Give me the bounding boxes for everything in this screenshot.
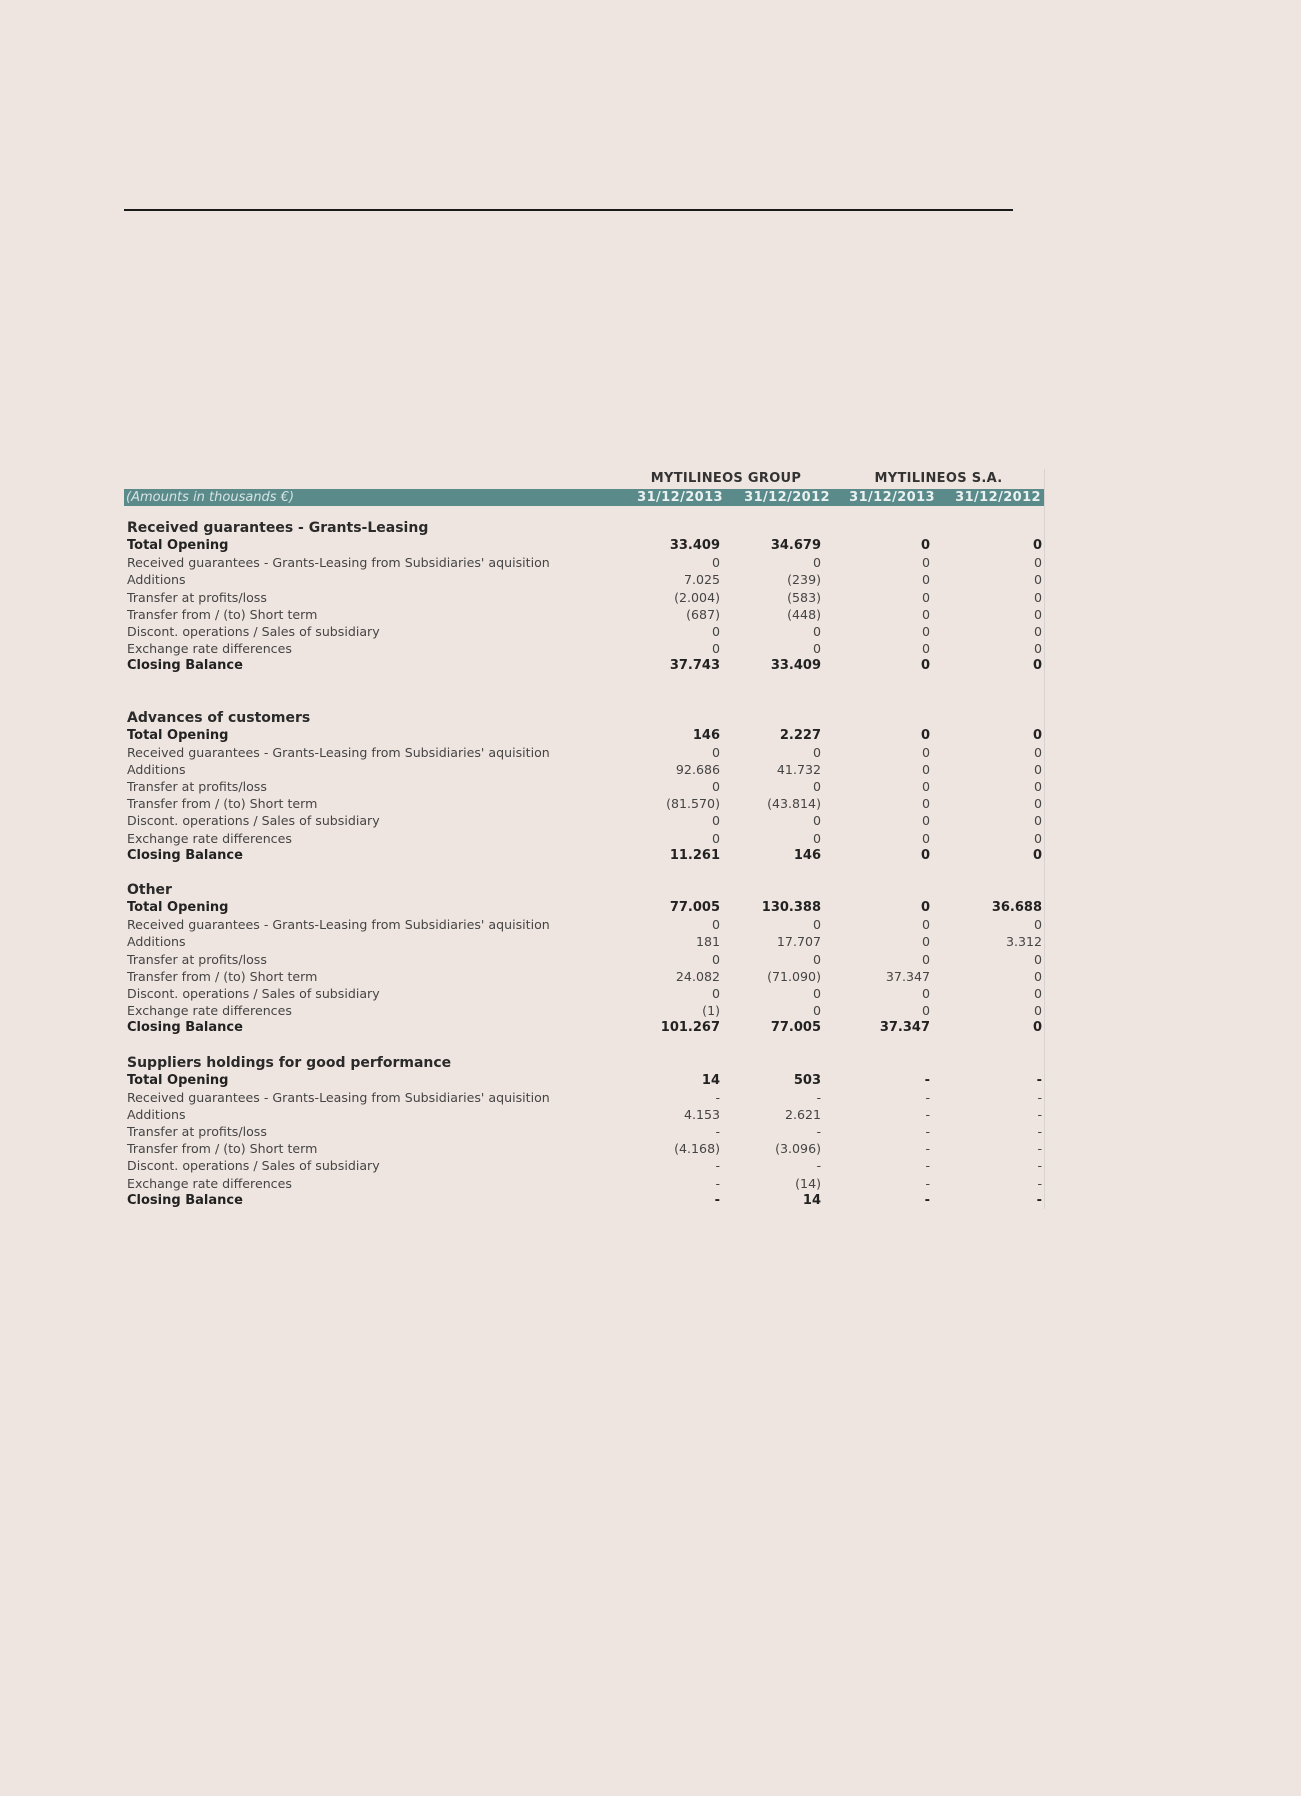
- financial-table: [124, 469, 1045, 1209]
- table-row: [124, 795, 1044, 812]
- row-label: Total Opening: [127, 1072, 229, 1088]
- value-cell: 181: [695, 934, 720, 950]
- value-cell: 503: [793, 1072, 821, 1088]
- value-cell: 0: [1033, 985, 1042, 1001]
- row-label: Exchange rate differences: [127, 1175, 292, 1191]
- top-divider-line: [124, 209, 1013, 211]
- value-cell: 101.267: [660, 1020, 720, 1036]
- value-cell: 0: [920, 900, 930, 915]
- section-title: Received guarantees - Grants-Leasing: [127, 520, 429, 536]
- value-cell: 0: [921, 572, 930, 588]
- value-cell: 0: [812, 951, 821, 967]
- value-cell: -: [925, 1089, 930, 1105]
- table-row: [124, 985, 1044, 1002]
- value-cell: -: [816, 1124, 821, 1140]
- value-cell: 0: [812, 985, 821, 1001]
- row-label: Closing Balance: [127, 658, 243, 674]
- value-cell: 41.732: [776, 761, 821, 777]
- value-cell: 14: [802, 1192, 821, 1208]
- section-title: Advances of customers: [127, 709, 311, 726]
- value-cell: 146: [692, 727, 720, 743]
- value-cell: 0: [1033, 589, 1042, 605]
- row-label: Transfer from / (to) Short term: [127, 1141, 318, 1157]
- value-cell: 0: [920, 847, 930, 863]
- value-cell: 0: [1032, 847, 1042, 863]
- table-row: [124, 1157, 1044, 1174]
- value-cell: 0: [812, 917, 821, 933]
- value-cell: 0: [1032, 538, 1042, 553]
- table-row: [124, 778, 1044, 795]
- value-cell: 0: [921, 589, 930, 605]
- value-cell: 0: [812, 779, 821, 795]
- value-cell: 0: [921, 934, 930, 950]
- row-label: Total Opening: [127, 538, 229, 553]
- row-label: Transfer from / (to) Short term: [127, 606, 318, 622]
- sections-container: [124, 520, 1044, 1209]
- value-cell: 0: [711, 744, 720, 760]
- table-row: [124, 1089, 1044, 1106]
- row-label: Discont. operations / Sales of subsidiary: [127, 623, 380, 639]
- value-cell: 0: [711, 623, 720, 639]
- value-cell: 33.409: [669, 538, 720, 553]
- value-cell: 33.409: [770, 658, 821, 674]
- value-cell: 0: [812, 744, 821, 760]
- value-cell: 0: [921, 813, 930, 829]
- section-title: Suppliers holdings for good performance: [127, 1054, 452, 1071]
- value-cell: 0: [812, 1003, 821, 1019]
- value-cell: 0: [1032, 1020, 1042, 1036]
- value-cell: -: [715, 1175, 720, 1191]
- value-cell: 0: [1033, 1003, 1042, 1019]
- value-cell: 0: [1033, 572, 1042, 588]
- value-cell: (2.004): [674, 589, 720, 605]
- value-cell: 146: [793, 847, 821, 863]
- table-row: [124, 623, 1044, 640]
- value-cell: 0: [812, 641, 821, 657]
- value-cell: 77.005: [770, 1020, 821, 1036]
- row-label: Closing Balance: [127, 847, 243, 863]
- value-cell: -: [1037, 1175, 1042, 1191]
- table-row: [124, 727, 1044, 744]
- table-row: [124, 933, 1044, 950]
- value-cell: (687): [686, 606, 720, 622]
- table-row: [124, 1019, 1044, 1036]
- value-cell: 0: [711, 951, 720, 967]
- row-label: Additions: [127, 572, 186, 588]
- value-cell: 0: [711, 917, 720, 933]
- date-column-header: 31/12/2012: [955, 490, 1041, 505]
- value-cell: 0: [711, 985, 720, 1001]
- value-cell: -: [925, 1124, 930, 1140]
- value-cell: 0: [711, 555, 720, 571]
- value-cell: 0: [1032, 658, 1042, 674]
- value-cell: 92.686: [675, 761, 720, 777]
- value-cell: -: [925, 1158, 930, 1174]
- table-row: [124, 1072, 1044, 1089]
- value-cell: 0: [812, 623, 821, 639]
- row-label: Total Opening: [127, 900, 229, 915]
- value-cell: 0: [812, 555, 821, 571]
- value-cell: 0: [921, 796, 930, 812]
- table-row: [124, 744, 1044, 761]
- value-cell: 0: [920, 727, 930, 743]
- value-cell: 3.312: [1005, 934, 1042, 950]
- table-row: [124, 812, 1044, 829]
- value-cell: 2.227: [779, 727, 821, 743]
- value-cell: 0: [920, 658, 930, 674]
- section-title: Other: [127, 882, 172, 898]
- value-cell: (448): [787, 606, 821, 622]
- value-cell: 0: [1033, 917, 1042, 933]
- table-row: [124, 899, 1044, 916]
- table-row: [124, 640, 1044, 657]
- value-cell: -: [715, 1124, 720, 1140]
- table-row: [124, 1123, 1044, 1140]
- row-label: Exchange rate differences: [127, 641, 292, 657]
- value-cell: -: [1037, 1106, 1042, 1122]
- column-header-bar: [124, 489, 1044, 506]
- value-cell: 0: [921, 917, 930, 933]
- value-cell: 0: [1033, 779, 1042, 795]
- row-label: Transfer from / (to) Short term: [127, 968, 318, 984]
- value-cell: -: [714, 1192, 720, 1208]
- table-row: [124, 1175, 1044, 1192]
- value-cell: 37.347: [879, 1020, 930, 1036]
- value-cell: 4.153: [683, 1106, 720, 1122]
- value-cell: 0: [921, 1003, 930, 1019]
- row-label: Transfer from / (to) Short term: [127, 796, 318, 812]
- value-cell: -: [715, 1089, 720, 1105]
- table-row: [124, 1002, 1044, 1019]
- date-column-header: 31/12/2012: [744, 490, 830, 505]
- value-cell: -: [715, 1158, 720, 1174]
- value-cell: 0: [921, 830, 930, 846]
- date-column-header: 31/12/2013: [637, 490, 723, 505]
- value-cell: -: [816, 1089, 821, 1105]
- table-row: [124, 916, 1044, 933]
- value-cell: 0: [921, 623, 930, 639]
- value-cell: 0: [1033, 744, 1042, 760]
- value-cell: -: [925, 1175, 930, 1191]
- value-cell: 0: [1033, 968, 1042, 984]
- row-label: Received guarantees - Grants-Leasing from Subsidiaries' aquisition: [127, 917, 550, 933]
- value-cell: 0: [921, 641, 930, 657]
- value-cell: 0: [921, 779, 930, 795]
- row-label: Additions: [127, 1106, 186, 1122]
- header-gap: [124, 506, 1044, 520]
- value-cell: (3.096): [775, 1141, 821, 1157]
- value-cell: 0: [711, 830, 720, 846]
- value-cell: -: [1037, 1158, 1042, 1174]
- value-cell: 0: [921, 761, 930, 777]
- row-label: Additions: [127, 934, 186, 950]
- value-cell: (43.814): [767, 796, 821, 812]
- row-label: Exchange rate differences: [127, 1003, 292, 1019]
- value-cell: 7.025: [683, 572, 720, 588]
- value-cell: 0: [711, 779, 720, 795]
- date-column-header: 31/12/2013: [849, 490, 935, 505]
- value-cell: -: [816, 1158, 821, 1174]
- value-cell: (1): [702, 1003, 720, 1019]
- value-cell: -: [924, 1072, 930, 1088]
- value-cell: 0: [1033, 606, 1042, 622]
- value-cell: 36.688: [991, 900, 1042, 915]
- value-cell: 0: [1033, 951, 1042, 967]
- value-cell: 17.707: [776, 934, 821, 950]
- table-section: [124, 710, 1044, 865]
- row-label: Discont. operations / Sales of subsidiary: [127, 1158, 380, 1174]
- value-cell: 0: [1033, 623, 1042, 639]
- value-cell: 0: [921, 606, 930, 622]
- value-cell: 0: [921, 744, 930, 760]
- company-header-row: [124, 469, 1044, 489]
- value-cell: 130.388: [761, 900, 821, 915]
- row-label: Received guarantees - Grants-Leasing from Subsidiaries' aquisition: [127, 555, 550, 571]
- table-section: [124, 520, 1044, 675]
- value-cell: 0: [920, 538, 930, 553]
- value-cell: (14): [795, 1175, 821, 1191]
- value-cell: 0: [1033, 830, 1042, 846]
- value-cell: 0: [812, 830, 821, 846]
- value-cell: 0: [1033, 796, 1042, 812]
- value-cell: 0: [1033, 813, 1042, 829]
- table-row: [124, 830, 1044, 847]
- value-cell: 24.082: [675, 968, 720, 984]
- value-cell: 14: [701, 1072, 720, 1088]
- row-label: Transfer at profits/loss: [127, 951, 267, 967]
- value-cell: 0: [921, 985, 930, 1001]
- row-label: Transfer at profits/loss: [127, 1124, 267, 1140]
- section-spacer: [124, 675, 1044, 710]
- table-row: [124, 657, 1044, 674]
- table-row: [124, 761, 1044, 778]
- value-cell: 37.743: [669, 658, 720, 674]
- value-cell: (81.570): [666, 796, 720, 812]
- section-spacer: [124, 1037, 1044, 1055]
- value-cell: 0: [921, 951, 930, 967]
- company-sa-heading: MYTILINEOS S.A.: [874, 471, 1003, 486]
- value-cell: 0: [1033, 555, 1042, 571]
- company-header-spacer: [124, 469, 619, 489]
- value-cell: 0: [1032, 727, 1042, 743]
- table-row: [124, 968, 1044, 985]
- value-cell: -: [1037, 1089, 1042, 1105]
- table-row: [124, 1140, 1044, 1157]
- row-label: Closing Balance: [127, 1192, 243, 1208]
- value-cell: 0: [812, 813, 821, 829]
- value-cell: 77.005: [669, 900, 720, 915]
- value-cell: 0: [711, 641, 720, 657]
- table-row: [124, 1106, 1044, 1123]
- value-cell: 0: [921, 555, 930, 571]
- value-cell: 0: [1033, 761, 1042, 777]
- value-cell: 0: [711, 813, 720, 829]
- row-label: Discont. operations / Sales of subsidiary: [127, 813, 380, 829]
- row-label: Closing Balance: [127, 1020, 243, 1036]
- row-label: Exchange rate differences: [127, 830, 292, 846]
- value-cell: (239): [787, 572, 821, 588]
- value-cell: 0: [1033, 641, 1042, 657]
- table-row: [124, 847, 1044, 864]
- company-group-heading: MYTILINEOS GROUP: [650, 471, 802, 486]
- value-cell: -: [1037, 1124, 1042, 1140]
- value-cell: 37.347: [885, 968, 930, 984]
- section-spacer: [124, 864, 1044, 882]
- row-label: Discont. operations / Sales of subsidiary: [127, 985, 380, 1001]
- table-row: [124, 1192, 1044, 1209]
- value-cell: (71.090): [767, 968, 821, 984]
- value-cell: 2.621: [784, 1106, 821, 1122]
- value-cell: (4.168): [674, 1141, 720, 1157]
- value-cell: (583): [787, 589, 821, 605]
- table-row: [124, 606, 1044, 623]
- table-row: [124, 537, 1044, 554]
- value-cell: 34.679: [770, 538, 821, 553]
- row-label: Transfer at profits/loss: [127, 589, 267, 605]
- row-label: Received guarantees - Grants-Leasing from Subsidiaries' aquisition: [127, 744, 550, 760]
- row-label: Transfer at profits/loss: [127, 779, 267, 795]
- table-section: [124, 1055, 1044, 1210]
- value-cell: -: [925, 1106, 930, 1122]
- table-row: [124, 554, 1044, 571]
- value-cell: -: [1036, 1192, 1042, 1208]
- value-cell: -: [1037, 1141, 1042, 1157]
- row-label: Additions: [127, 761, 186, 777]
- amounts-label: (Amounts in thousands €): [126, 490, 295, 505]
- table-row: [124, 951, 1044, 968]
- table-row: [124, 571, 1044, 588]
- value-cell: 11.261: [669, 847, 720, 863]
- value-cell: -: [1036, 1072, 1042, 1088]
- value-cell: -: [924, 1192, 930, 1208]
- row-label: Received guarantees - Grants-Leasing from Subsidiaries' aquisition: [127, 1089, 550, 1105]
- table-row: [124, 589, 1044, 606]
- table-section: [124, 882, 1044, 1037]
- row-label: Total Opening: [127, 727, 229, 743]
- value-cell: -: [925, 1141, 930, 1157]
